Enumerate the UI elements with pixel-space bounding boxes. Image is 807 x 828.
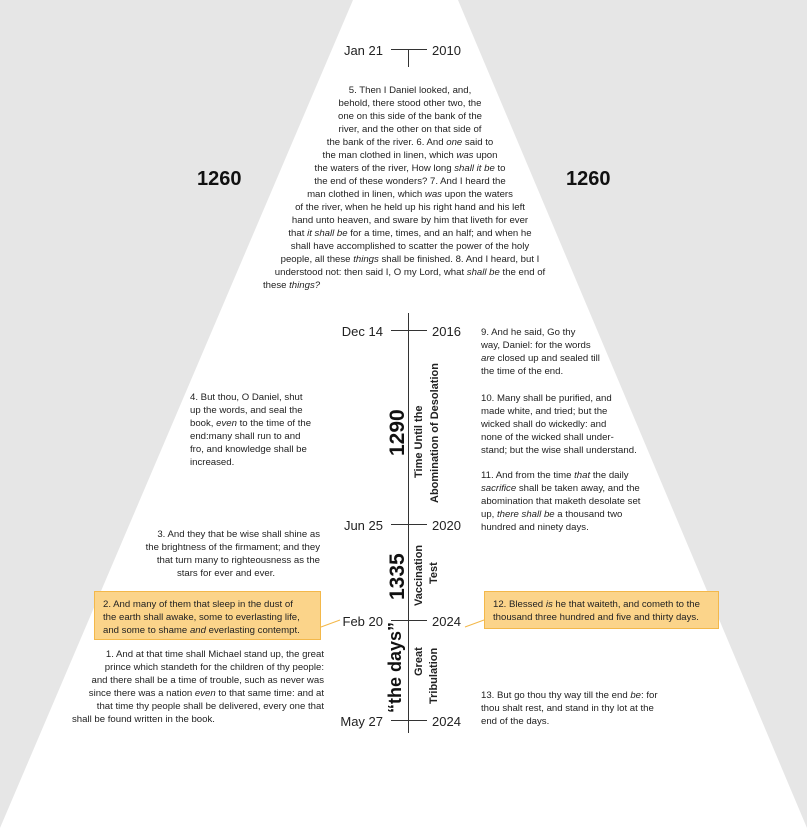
period-tribulation-label: Tribulation (428, 647, 440, 704)
verse-4 (190, 391, 318, 469)
verse-2-highlight (94, 591, 321, 640)
tick-feb-20 (391, 620, 427, 621)
year-2016: 2016 (432, 324, 461, 339)
verse-line: shall be found written in the book. (72, 714, 215, 725)
verse-line: and there shall be a time of trouble, such as never was (91, 675, 324, 686)
date-jun-25: Jun 25 (343, 518, 383, 533)
verse-line: are closed up and sealed till (481, 353, 600, 364)
verse-line: way, Daniel: for the words (481, 340, 591, 351)
verse-line: 12. Blessed is he that waiteth, and cometh to the (493, 599, 700, 610)
verse-line: 2. And many of them that sleep in the dust of (103, 599, 293, 610)
verse-line: 1. And at that time shall Michael stand up, the great (105, 649, 324, 660)
verse-line: since there was a nation even to that same time: and at (88, 688, 324, 699)
verse-line: prince which standeth for the children of thy people: (104, 662, 324, 673)
verse-line: that time thy people shall be delivered, every one that (96, 701, 324, 712)
verse-line: thousand three hundred and five and thirty days. (493, 612, 699, 623)
verse-line: 11. And from the time that the daily (481, 470, 629, 481)
year-2024-feb: 2024 (432, 614, 461, 629)
verse-line: fro, and knowledge shall be (190, 444, 307, 455)
period-1290-label-2: Abomination of Desolation (429, 363, 441, 503)
verse-line: understood not: then said I, O my Lord, what shall be the end of (274, 267, 546, 278)
verse-line: made white, and tried; but the (481, 406, 608, 417)
verse-line: 3. And they that be wise shall shine as (157, 529, 320, 540)
verse-3 (132, 528, 320, 580)
verse-line: end:many shall run to and (190, 431, 301, 442)
period-1335-label-2: Test (428, 562, 440, 584)
verse-line: people, all these things shall be finished. 8. And I heard, but I (280, 254, 540, 265)
verse-line: none of the wicked shall under- (481, 432, 614, 443)
top-stem (408, 49, 409, 67)
timeline-axis (408, 313, 409, 733)
verse-line: the waters of the river, How long shall it be to (314, 163, 506, 174)
verse-line: stand; but the wise shall understand. (481, 445, 637, 456)
date-dec-14: Dec 14 (341, 324, 383, 339)
verse-line: shall have accomplished to scatter the power of the holy (290, 241, 530, 252)
verse-line: end of the days. (481, 716, 550, 727)
tick-dec-14 (391, 330, 427, 331)
period-1290: 1290 (386, 409, 409, 456)
verse-line: of the river, when he held up his right hand and his left (295, 202, 525, 213)
period-1290-label-1: Time Until the (413, 405, 425, 478)
year-2024-may: 2024 (432, 714, 461, 729)
verse-line: the brightness of the firmament; and they (145, 542, 320, 553)
verse-line: increased. (190, 457, 235, 468)
year-2020: 2020 (432, 518, 461, 533)
verse-line: the time of the end. (481, 366, 564, 377)
verse-line: and some to shame and everlasting contempt. (103, 625, 300, 636)
verse-line: one on this side of the bank of the (337, 111, 482, 122)
period-1335-label-1: Vaccination (413, 544, 425, 606)
verse-line: man clothed in linen, which was upon the waters (307, 189, 513, 200)
verse-line: these things? (263, 280, 321, 291)
period-1335: 1335 (386, 553, 409, 600)
verse-line: up the words, and seal the (190, 405, 303, 416)
verse-9 (481, 326, 621, 378)
date-may-27: May 27 (340, 714, 383, 729)
verse-line: that turn many to righteousness as the (156, 555, 320, 566)
verse-line: behold, there stood other two, the (338, 98, 482, 109)
top-date-left: Jan 21 (343, 43, 383, 58)
date-feb-20: Feb 20 (342, 614, 383, 629)
verse-line: stars for ever and ever. (176, 568, 276, 579)
verse-line: hand unto heaven, and sware by him that liveth for ever (291, 215, 529, 226)
verse-line: the man clothed in linen, which was upon (322, 150, 498, 161)
verse-line: 10. Many shall be purified, and (481, 393, 612, 404)
verse-line: book, even to the time of the (190, 418, 312, 429)
verse-line: the end of these wonders? 7. And I heard the (314, 176, 506, 187)
verse-line: 9. And he said, Go thy (481, 327, 576, 338)
verse-line: sacrifice shall be taken away, and the (481, 483, 640, 494)
top-tick (391, 49, 427, 50)
tick-jun-25 (391, 524, 427, 525)
period-1260-left: 1260 (197, 168, 242, 190)
verse-line: hundred and ninety days. (481, 522, 589, 533)
verse-12-connector (464, 615, 486, 629)
verse-11 (481, 469, 661, 534)
verse-line: wicked shall do wickedly: and (481, 419, 607, 430)
verse-line: river, and the other on that side of (338, 124, 482, 135)
verse-1 (72, 648, 324, 726)
verse-line: 5. Then I Daniel looked, and, (348, 85, 472, 96)
verse-line: 13. But go thou thy way till the end be: for (481, 690, 658, 701)
verse-line: that it shall be for a time, times, and an half; and when he (288, 228, 532, 239)
verse-line: the earth shall awake, some to everlasting life, (103, 612, 300, 623)
verse-line: thou shalt rest, and stand in thy lot at the (481, 703, 654, 714)
verse-2-connector (320, 615, 342, 629)
verse-12-highlight (484, 591, 719, 629)
verse-5-8 (255, 84, 565, 292)
verse-13 (481, 689, 681, 728)
verse-10 (481, 392, 661, 457)
verse-line: up, there shall be a thousand two (481, 509, 623, 520)
verse-line: 4. But thou, O Daniel, shut (190, 392, 303, 403)
top-date-right: 2010 (432, 43, 461, 58)
verse-line: the bank of the river. 6. And one said to (326, 137, 494, 148)
period-great-label: Great (413, 647, 425, 676)
period-1260-right: 1260 (566, 168, 611, 190)
tick-may-27 (391, 720, 427, 721)
period-the-days: “the days” (385, 621, 405, 713)
verse-line: abomination that maketh desolate set (481, 496, 641, 507)
